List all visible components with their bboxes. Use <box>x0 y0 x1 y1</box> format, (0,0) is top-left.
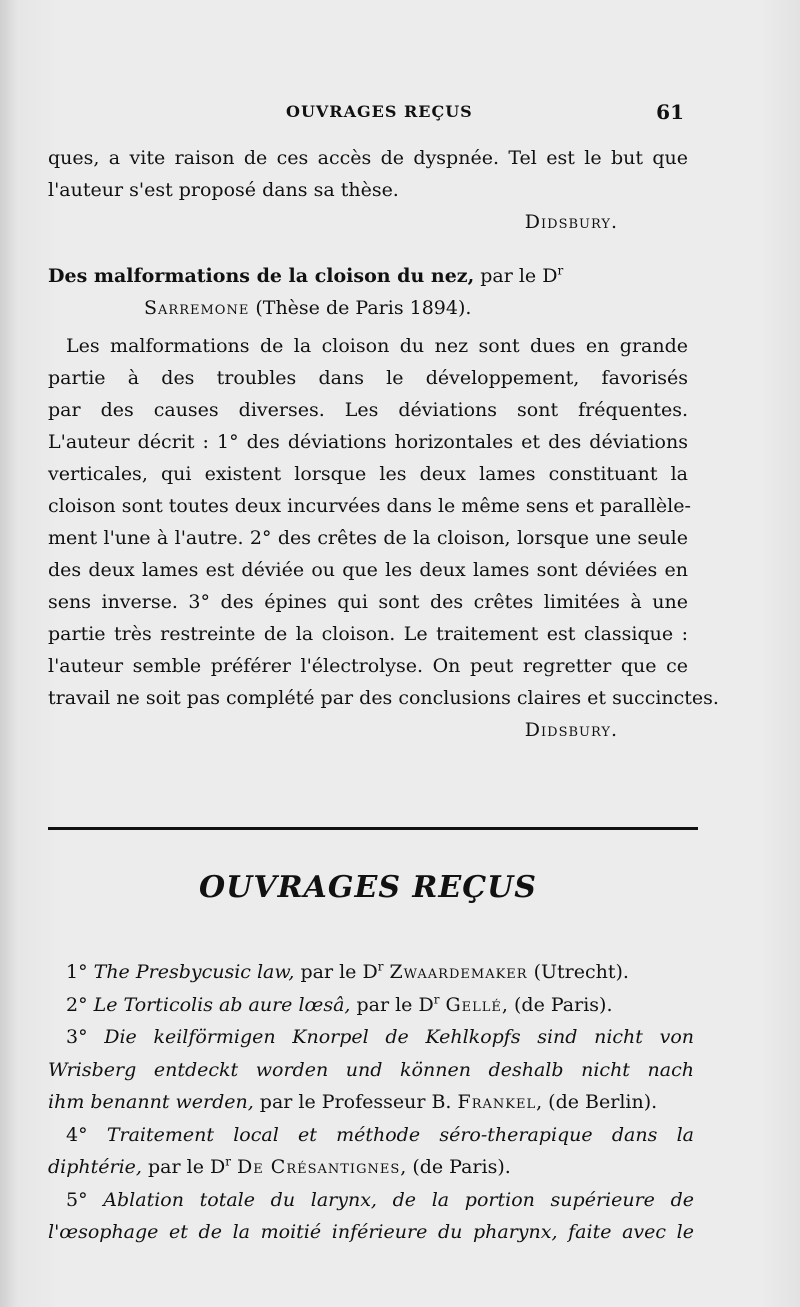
review2-line-10: partie très restreinte de la cloison. Le traitement est classique : <box>48 623 688 645</box>
review2-author-line <box>48 292 688 324</box>
reference-4-line-1 <box>48 1119 694 1152</box>
reference-3-place: , (de Berlin). <box>536 1091 658 1113</box>
review2-paragraph <box>48 330 719 746</box>
reference-5-line-2: l'œsophage et de la moitié inférieure du pharynx, faite avec le <box>48 1221 694 1243</box>
review2-line-3: par des causes diverses. Les déviations sont fréquentes. <box>48 399 688 421</box>
review2-line-7: ment l'une à l'autre. 2° des crêtes de la cloison, lorsque une seule <box>48 527 688 549</box>
review2-line-1: Les malformations de la cloison du nez sont dues en grande <box>66 335 688 357</box>
reference-1-number: 1° <box>66 961 88 983</box>
reference-4-number: 4° <box>66 1123 88 1146</box>
section-divider <box>48 827 698 830</box>
reference-1 <box>48 956 694 989</box>
review2-author: Sarremone <box>144 297 250 319</box>
reference-1-place: (Utrecht). <box>527 961 629 983</box>
reference-5-title-1: Ablation totale du larynx, de la portion supérieure de <box>103 1188 694 1211</box>
reference-4-title-2: diphtérie, <box>48 1156 142 1178</box>
review2-line-8: des deux lames est déviée ou que les deux lames sont déviées en <box>48 559 688 581</box>
reference-1-by: par le D <box>294 961 378 983</box>
reference-5-number: 5° <box>66 1188 88 1211</box>
reference-3-line-2: Wrisberg entdeckt worden und können deshalb nicht nach <box>48 1058 694 1081</box>
reference-4-author: De Crésantignes <box>237 1156 401 1178</box>
reference-4-place: , (de Paris). <box>400 1156 511 1178</box>
page-header <box>48 100 688 130</box>
reference-3-number: 3° <box>66 1026 88 1048</box>
reference-1-title: The Presbycusic law, <box>93 961 295 983</box>
review1-line-2: l'auteur s'est proposé dans sa thèse. <box>48 179 399 201</box>
review2-title-line <box>48 260 688 292</box>
reference-4-title-1: Traitement local et méthode séro-therapique dans la <box>106 1123 694 1146</box>
reference-4-sup: r <box>225 1154 231 1169</box>
reference-2-by: par le D <box>350 993 434 1016</box>
review2-line-4: L'auteur décrit : 1° des déviations horizontales et des déviations <box>48 431 688 453</box>
reference-2-place: , (de Paris). <box>501 993 613 1016</box>
references-list <box>48 956 694 1249</box>
review2-line-12: travail ne soit pas complété par des conclusions claires et succinctes. <box>48 687 719 709</box>
review2-line-9: sens inverse. 3° des épines qui sont des crêtes limitées à une <box>48 591 688 613</box>
page-number: 61 <box>656 100 684 124</box>
reference-3-title-3: ihm benannt werden, <box>48 1091 254 1113</box>
review2-signature: Didsbury. <box>524 719 618 741</box>
review1-line-1: ques, a vite raison de ces accès de dyspnée. Tel est le but que <box>48 147 688 169</box>
reference-2-author: Gellé <box>445 993 502 1016</box>
reference-3-by: par le Professeur B. <box>253 1091 458 1113</box>
reference-3-line-3 <box>48 1086 694 1119</box>
reference-4-by: par le D <box>141 1156 226 1178</box>
reference-1-sup: r <box>377 959 384 974</box>
review2-line-11: l'auteur semble préférer l'électrolyse. On peut regretter que ce <box>48 655 688 677</box>
review2-title-sup: r <box>557 263 564 278</box>
reference-3-title-1: Die keilförmigen Knorpel de Kehlkopfs sind nicht von <box>104 1026 694 1048</box>
review2-line-2: partie à des troubles dans le développement, favorisés <box>48 367 688 389</box>
review2-title-rest: par le D <box>474 265 558 287</box>
reference-2-number: 2° <box>66 993 88 1016</box>
section-title: OUVRAGES REÇUS <box>199 870 537 905</box>
review2-heading <box>48 260 688 324</box>
page-body <box>48 142 719 746</box>
reference-2-title: Le Torticolis ab aure lœsâ, <box>93 993 351 1016</box>
review1-signature: Didsbury. <box>524 211 618 233</box>
reference-3-author: Frankel <box>457 1091 537 1113</box>
reference-3-line-1 <box>48 1021 694 1054</box>
review2-line-6: cloison sont toutes deux incurvées dans le même sens et parallèle- <box>48 495 691 517</box>
reference-5-line-1 <box>48 1184 694 1217</box>
reference-2-sup: r <box>433 992 440 1007</box>
reference-1-author: Zwaardemaker <box>389 961 528 983</box>
reference-2 <box>48 989 694 1022</box>
reference-4-line-2 <box>48 1151 694 1184</box>
review2-title: Des malformations de la cloison du nez, <box>48 265 475 287</box>
review2-line-5: verticales, qui existent lorsque les deux lames constituant la <box>48 463 688 485</box>
review2-author-rest: (Thèse de Paris 1894). <box>249 297 472 319</box>
running-head: OUVRAGES REÇUS <box>286 102 473 121</box>
